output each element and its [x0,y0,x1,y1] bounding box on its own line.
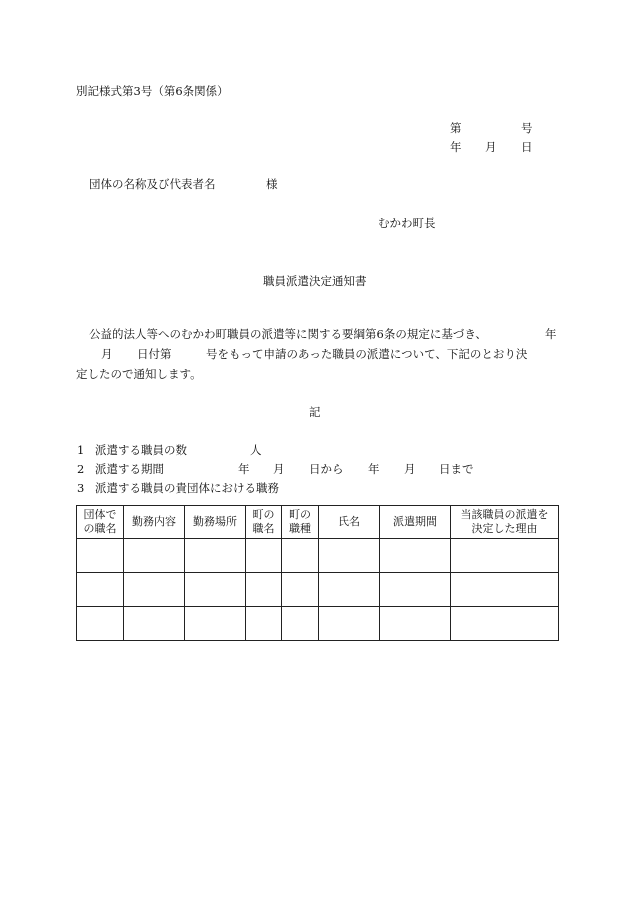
item-3-number: 3 [77,481,85,495]
table-cell [246,573,282,607]
header-text: 決定した理由 [471,522,538,535]
dispatch-table [76,505,559,641]
header-cell-workplace [185,506,246,539]
table-cell [380,607,451,641]
table-cell [124,573,185,607]
table-cell [185,539,246,573]
ki-marker: 記 [309,405,321,419]
item-1-unit: 人 [250,443,262,457]
table-row [77,573,559,607]
table-cell [282,539,319,573]
table-cell [451,607,559,641]
table-cell [246,539,282,573]
header-cell-duties [124,506,185,539]
header-text: の職名 [83,522,117,535]
table-cell [319,573,380,607]
sender-name: むかわ町長 [378,216,436,230]
table-cell [246,607,282,641]
date-year: 年 [450,140,462,154]
item-2-month-1: 月 [273,462,285,476]
item-2-day-until: 日まで [439,462,474,476]
table-cell [282,573,319,607]
table-cell [124,607,185,641]
body-line-2-day-ref: 日付第 [137,347,172,361]
addressee-honorific: 様 [266,177,278,191]
body-line-2-month: 月 [101,347,113,361]
table-cell [77,573,124,607]
header-text: 職種 [289,522,311,535]
table-cell [124,539,185,573]
header-text: 町の [289,508,311,522]
table-cell [380,539,451,573]
item-1-number: 1 [77,443,85,457]
table-row [77,539,559,573]
table-cell [77,539,124,573]
header-text: 派遣期間 [393,515,437,529]
table-cell [319,539,380,573]
date-month: 月 [485,140,497,154]
header-text: 氏名 [338,515,360,529]
table-cell [185,607,246,641]
item-1-label: 派遣する職員の数 [95,443,187,457]
table-cell [77,607,124,641]
header-cell-town-job-type [282,506,319,539]
header-cell-period [380,506,451,539]
item-2-label: 派遣する期間 [95,462,164,476]
header-text: 職名 [252,522,275,535]
header-text: 町の [252,508,275,522]
table-cell [319,607,380,641]
table-cell [451,573,559,607]
header-cell-reason [451,506,559,539]
item-2-year-1: 年 [238,462,250,476]
doc-number-dai: 第 [450,121,462,135]
body-line-1-year: 年 [545,327,557,341]
header-text: 当該職員の派遣を [460,508,549,522]
header-cell-name [319,506,380,539]
table-cell [451,539,559,573]
body-line-2-rest: 号をもって申請のあった職員の派遣について、下記のとおり決 [206,347,528,361]
date-day: 日 [521,140,533,154]
table-cell [185,573,246,607]
table-row [77,607,559,641]
doc-number-go: 号 [521,121,533,135]
table-cell [380,573,451,607]
item-2-year-2: 年 [368,462,380,476]
body-line-1: 公益的法人等へのむかわ町職員の派遣等に関する要綱第6条の規定に基づき、 [89,327,487,341]
header-text: 勤務内容 [132,515,176,529]
addressee-name: 団体の名称及び代表者名 [89,177,216,191]
item-2-day-from: 日から [309,462,344,476]
item-3-label: 派遣する職員の貴団体における職務 [95,481,279,495]
header-text: 勤務場所 [193,515,237,529]
header-cell-town-title [246,506,282,539]
document-title: 職員派遣決定通知書 [263,274,367,288]
item-2-month-2: 月 [404,462,416,476]
form-number: 別記様式第3号（第6条関係） [76,84,229,98]
header-cell-org-title [77,506,124,539]
table-cell [282,607,319,641]
body-line-3: 定したので通知します。 [76,367,202,381]
header-text: 団体で [83,508,117,522]
table-header-row [77,506,559,539]
item-2-number: 2 [77,462,85,476]
